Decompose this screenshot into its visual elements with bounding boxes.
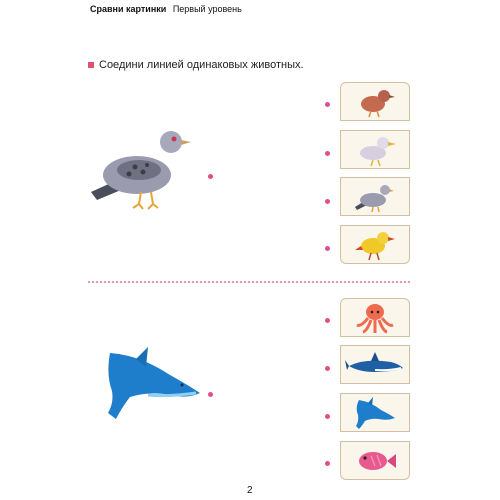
connection-dot-main-dolphin[interactable]: [208, 392, 213, 397]
option-card-6[interactable]: [340, 345, 410, 384]
option-card-7[interactable]: [340, 393, 410, 432]
pigeon-icon: [85, 120, 205, 220]
option-card-3[interactable]: [340, 177, 410, 216]
fish-icon: [353, 444, 397, 478]
task-instruction: [88, 59, 304, 71]
dolphin-icon: [100, 345, 205, 425]
main-pigeon-image: [85, 120, 205, 225]
orca-icon: [345, 348, 405, 382]
octopus-icon: [353, 301, 397, 335]
dolphin-icon: [353, 396, 397, 430]
page-header: [90, 4, 242, 14]
main-dolphin-image: [100, 345, 205, 430]
connection-dot-option-8[interactable]: [325, 461, 330, 466]
option-card-2[interactable]: [340, 130, 410, 169]
connection-dot-option-3[interactable]: [325, 199, 330, 204]
option-card-8[interactable]: [340, 441, 410, 480]
option-card-5[interactable]: [340, 298, 410, 337]
instruction-text: Соедини линией одинаковых животных.: [99, 59, 304, 71]
connection-dot-option-2[interactable]: [325, 151, 330, 156]
connection-dot-option-4[interactable]: [325, 246, 330, 251]
connection-dot-main-pigeon[interactable]: [208, 174, 213, 179]
page-number: 2: [247, 485, 253, 496]
level-label: Первый уровень: [172, 4, 242, 14]
option-card-4[interactable]: [340, 225, 410, 264]
connection-dot-option-1[interactable]: [325, 102, 330, 107]
gull-icon: [353, 133, 397, 167]
pigeon-icon: [353, 180, 397, 214]
section-title: Сравни картинки: [90, 4, 167, 14]
connection-dot-option-5[interactable]: [325, 318, 330, 323]
connection-dot-option-7[interactable]: [325, 414, 330, 419]
sparrow-icon: [353, 85, 397, 119]
section-divider: [88, 281, 410, 283]
bullet-square-icon: [88, 62, 94, 68]
option-card-1[interactable]: [340, 82, 410, 121]
connection-dot-option-6[interactable]: [325, 366, 330, 371]
yellow-bird-icon: [353, 228, 397, 262]
